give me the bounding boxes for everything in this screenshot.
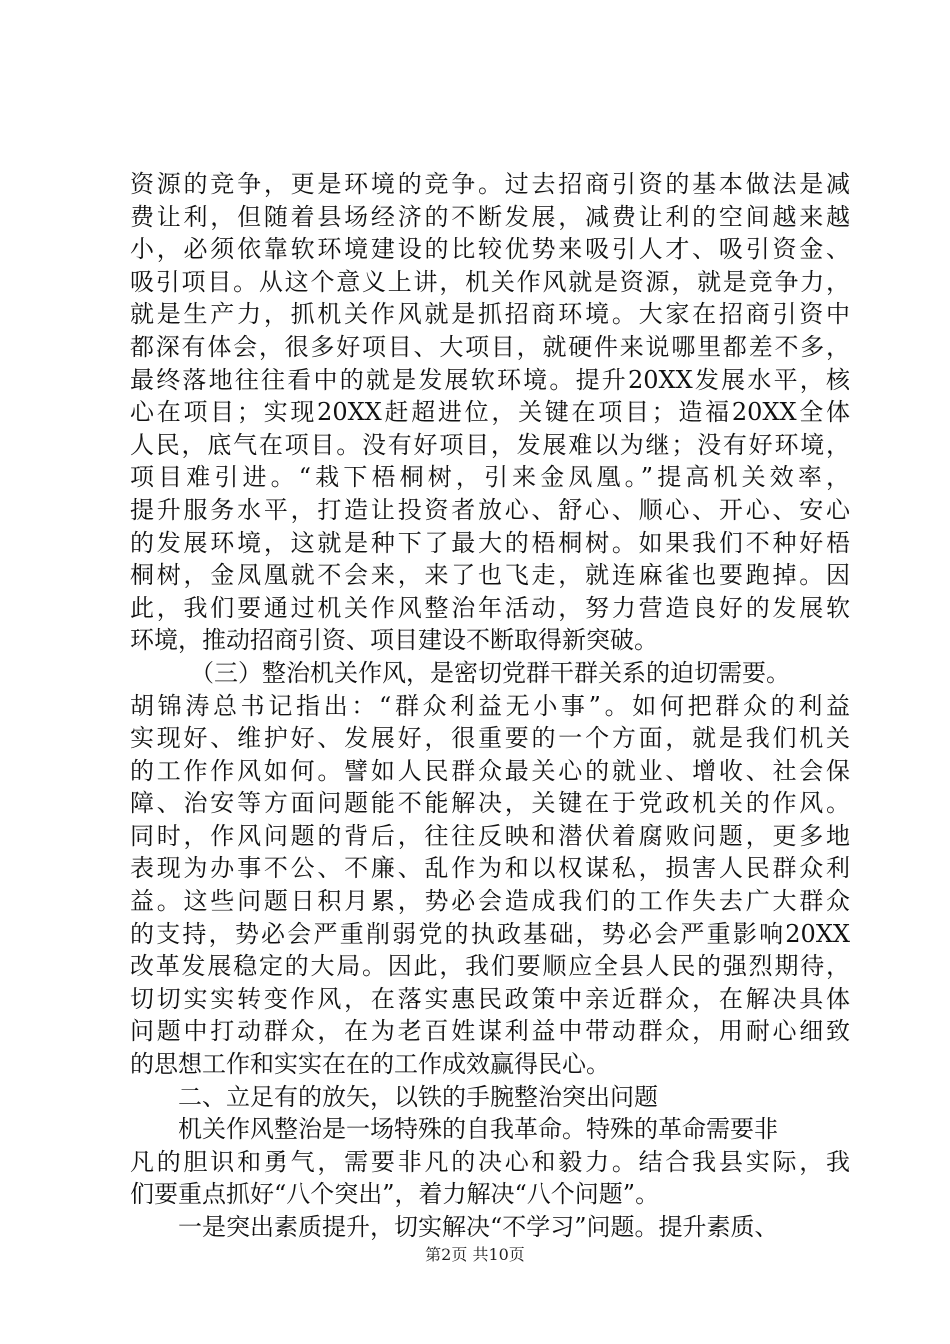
text-line: 就是生产力，抓机关作风就是抓招商环境。大家在招商引资中 — [130, 300, 850, 329]
text-line: 桐树，金凤凰就不会来，来了也飞走，就连麻雀也要跑掉。因 — [130, 561, 850, 590]
text-line: 环境，推动招商引资、项目建设不断取得新突破。 — [130, 626, 658, 655]
page-number-footer: 第2页 共10页 — [425, 1245, 525, 1264]
text-line: 的发展环境，这就是种下了最大的梧桐树。如果我们不种好梧 — [130, 528, 850, 557]
text-line: 凡的胆识和勇气，需要非凡的决心和毅力。结合我县实际，我 — [130, 1147, 850, 1176]
text-line: 都深有体会，很多好项目、大项目，就硬件来说哪里都差不多， — [130, 332, 850, 361]
text-line: 二、立足有的放矢，以铁的手腕整治突出问题 — [178, 1082, 658, 1111]
text-line: 最终落地往往看中的就是发展软环境。提升20XX发展水平，核 — [130, 365, 850, 394]
text-line: 人民，底气在项目。没有好项目，发展难以为继；没有好环境， — [130, 430, 850, 459]
text-line: 障、治安等方面问题能不能解决，关键在于党政机关的作风。 — [130, 789, 850, 818]
text-line: 切切实实转变作风，在落实惠民政策中亲近群众，在解决具体 — [130, 984, 850, 1013]
text-line: 实现好、维护好、发展好，很重要的一个方面，就是我们机关 — [130, 724, 850, 753]
text-line: 此，我们要通过机关作风整治年活动，努力营造良好的发展软 — [130, 593, 850, 622]
text-line: 同时，作风问题的背后，往往反映和潜伏着腐败问题，更多地 — [130, 821, 850, 850]
text-line: 胡锦涛总书记指出：“群众利益无小事”。如何把群众的利益 — [130, 691, 850, 720]
text-line: 改革发展稳定的大局。因此，我们要顺应全县人民的强烈期待， — [130, 952, 850, 981]
text-line: 问题中打动群众，在为老百姓谋利益中带动群众，用耐心细致 — [130, 1017, 850, 1046]
text-line: 机关作风整治是一场特殊的自我革命。特殊的革命需要非 — [178, 1115, 778, 1144]
text-line: 项目难引进。“栽下梧桐树，引来金凤凰。”提高机关效率， — [130, 463, 850, 492]
text-line: 吸引项目。从这个意义上讲，机关作风就是资源，就是竞争力， — [130, 267, 850, 296]
text-line: 益。这些问题日积月累，势必会造成我们的工作失去广大群众 — [130, 887, 850, 916]
text-line: 的思想工作和实实在在的工作成效赢得民心。 — [130, 1050, 610, 1079]
text-line: 的支持，势必会严重削弱党的执政基础，势必会严重影响20XX — [130, 919, 850, 948]
text-line: 们要重点抓好“八个突出”，着力解决“八个问题”。 — [130, 1180, 660, 1209]
text-line: 小，必须依靠软环境建设的比较优势来吸引人才、吸引资金、 — [130, 235, 850, 264]
text-line: （三）整治机关作风，是密切党群干群关系的迫切需要。 — [190, 658, 790, 687]
text-line: 提升服务水平，打造让投资者放心、舒心、顺心、开心、安心 — [130, 495, 850, 524]
text-line: 心在项目；实现20XX赶超进位，关键在项目；造福20XX全体 — [130, 398, 850, 427]
text-line: 资源的竞争，更是环境的竞争。过去招商引资的基本做法是减 — [130, 170, 850, 198]
document-body — [130, 168, 850, 1244]
text-line: 一是突出素质提升，切实解决“不学习”问题。提升素质、 — [178, 1213, 779, 1241]
text-line: 的工作作风如何。譬如人民群众最关心的就业、增收、社会保 — [130, 756, 850, 785]
text-line: 表现为办事不公、不廉、乱作为和以权谋私，损害人民群众利 — [130, 854, 850, 883]
text-line: 费让利，但随着县场经济的不断发展，减费让利的空间越来越 — [130, 202, 850, 231]
